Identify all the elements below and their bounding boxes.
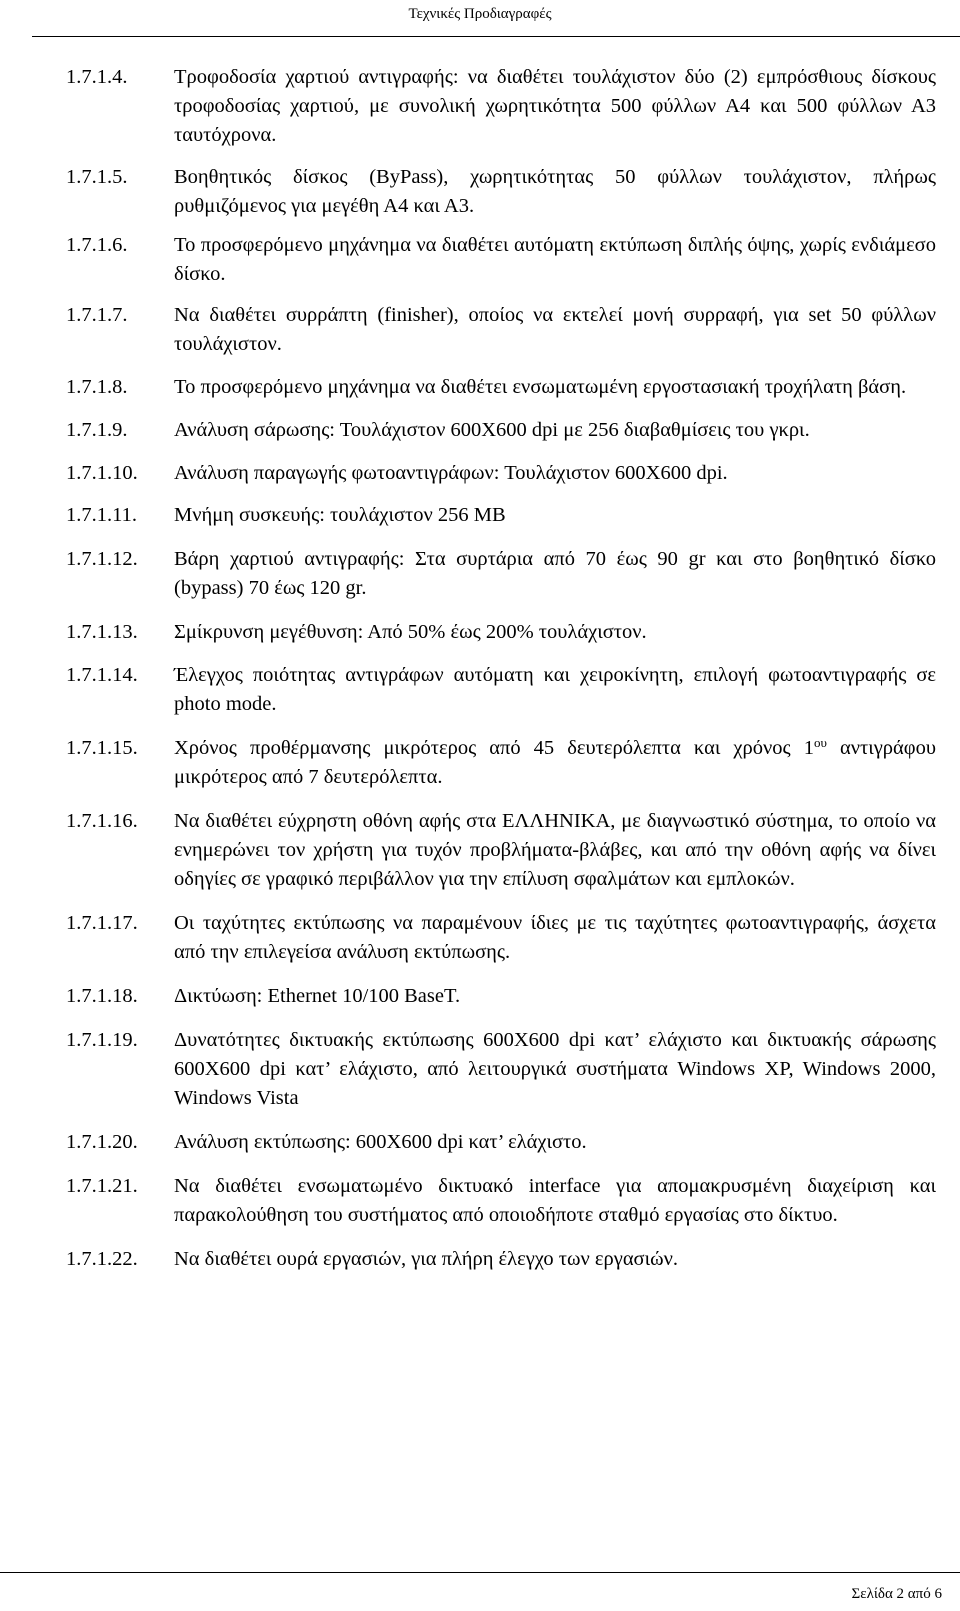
- header-divider: [32, 36, 960, 37]
- item-text: Δικτύωση: Ethernet 10/100 BaseT.: [174, 985, 461, 1007]
- item-number: 1.7.1.13.: [66, 621, 138, 643]
- item-text: Να διαθέτει εύχρηστη οθόνη αφής στα ΕΛΛΗΝΙΚΑ, με διαγνωστικό σύστημα, το οποίο να ενημερώνει τον χρήστη για τυχόν προβλήματα-βλάβες, και από την οθόνη αφής να δίνει οδηγίες σε γραφικό περιβάλλον για την επίλυση σφαλμάτων και εμπλοκών.: [174, 810, 936, 890]
- item-text: Δυνατότητες δικτυακής εκτύπωσης 600X600 dpi κατ’ ελάχιστο και δικτυακής σάρωσης 600X600 dpi κατ’ ελάχιστο, από λειτουργικά συστήματα Windows XP, Windows 2000, Windows Vista: [174, 1029, 936, 1109]
- list-item: [0, 459, 960, 488]
- item-text: Να διαθέτει ενσωματωμένο δικτυακό interface για απομακρυσμένη διαχείριση και παρακολούθηση του συστήματος από οποιοδήποτε σταθμό εργασίας στο δίκτυο.: [174, 1175, 936, 1226]
- page-header: Τεχνικές Προδιαγραφές: [408, 6, 552, 22]
- item-number: 1.7.1.14.: [66, 664, 138, 686]
- item-number: 1.7.1.5.: [66, 166, 128, 188]
- list-item: [0, 373, 960, 402]
- page-number: Σελίδα 2 από 6: [851, 1586, 942, 1602]
- list-item: [0, 618, 960, 647]
- item-number: 1.7.1.16.: [66, 810, 138, 832]
- item-number: 1.7.1.12.: [66, 548, 138, 570]
- list-item: [0, 163, 960, 221]
- item-number: 1.7.1.10.: [66, 462, 138, 484]
- item-text: Το προσφερόμενο μηχάνημα να διαθέτει ενσωματωμένη εργοστασιακή τροχήλατη βάση.: [174, 376, 907, 398]
- item-number: 1.7.1.22.: [66, 1248, 138, 1270]
- list-item: [0, 416, 960, 445]
- list-item: [0, 231, 960, 289]
- list-item: [0, 909, 960, 967]
- list-item: [0, 1026, 960, 1113]
- item-text: Ανάλυση σάρωσης: Τουλάχιστον 600X600 dpi με 256 διαβαθμίσεις του γκρι.: [174, 419, 810, 441]
- item-text: Χρόνος προθέρμανσης μικρότερος από 45 δευτερόλεπτα και χρόνος $1^{o\upsilon}$ αντιγράφου μικρότερος από 7 δευτερόλεπτα.: [174, 735, 936, 788]
- list-item: [0, 1128, 960, 1157]
- item-text: Οι ταχύτητες εκτύπωσης να παραμένουν ίδιες με τις ταχύτητες φωτοαντιγραφής, άσχετα από την επιλεγείσα ανάλυση εκτύπωσης.: [174, 912, 936, 963]
- list-item: [0, 734, 960, 792]
- item-number: 1.7.1.20.: [66, 1131, 138, 1153]
- item-number: 1.7.1.21.: [66, 1175, 138, 1197]
- list-item: [0, 501, 960, 530]
- item-text: Βάρη χαρτιού αντιγραφής: Στα συρτάρια από 70 έως 90 gr και στο βοηθητικό δίσκο (bypass) 70 έως 120 gr.: [174, 548, 936, 599]
- item-number: 1.7.1.17.: [66, 912, 138, 934]
- list-item: [0, 807, 960, 894]
- item-text: Μνήμη συσκευής: τουλάχιστον 256 MB: [174, 504, 506, 526]
- item-number: 1.7.1.6.: [66, 234, 128, 256]
- item-text: Να διαθέτει συρράπτη (finisher), οποίος να εκτελεί μονή συρραφή, για set 50 φύλλων τουλάχιστον.: [174, 304, 936, 355]
- spec-list: [0, 63, 960, 1274]
- item-text: Τροφοδοσία χαρτιού αντιγραφής: να διαθέτει τουλάχιστον δύο (2) εμπρόσθιους δίσκους τροφοδοσίας χαρτιού, με συνολική χωρητικότητα 500 φύλλων Α4 και 500 φύλλων Α3 ταυτόχρονα.: [174, 66, 936, 146]
- item-number: 1.7.1.11.: [66, 504, 137, 526]
- item-text: Ανάλυση εκτύπωσης: 600X600 dpi κατ’ ελάχιστο.: [174, 1131, 587, 1153]
- item-text: Έλεγχος ποιότητας αντιγράφων αυτόματη και χειροκίνητη, επιλογή φωτοαντιγραφής σε photo mode.: [174, 664, 936, 715]
- item-number: 1.7.1.9.: [66, 419, 128, 441]
- list-item: [0, 1172, 960, 1230]
- list-item: [0, 661, 960, 719]
- list-item: [0, 63, 960, 150]
- item-number: 1.7.1.19.: [66, 1029, 138, 1051]
- item-text: Το προσφερόμενο μηχάνημα να διαθέτει αυτόματη εκτύπωση διπλής όψης, χωρίς ενδιάμεσο δίσκο.: [174, 234, 936, 285]
- item-number: 1.7.1.4.: [66, 66, 128, 88]
- item-number: 1.7.1.7.: [66, 304, 128, 326]
- item-number: 1.7.1.18.: [66, 985, 138, 1007]
- list-item: [0, 545, 960, 603]
- item-number: 1.7.1.15.: [66, 737, 138, 759]
- list-item: [0, 982, 960, 1011]
- item-text: Να διαθέτει ουρά εργασιών, για πλήρη έλεγχο των εργασιών.: [174, 1248, 679, 1270]
- list-item: [0, 301, 960, 359]
- list-item: [0, 1245, 960, 1274]
- footer-divider: [0, 1572, 960, 1573]
- item-text: Ανάλυση παραγωγής φωτοαντιγράφων: Τουλάχιστον 600X600 dpi.: [174, 462, 728, 484]
- item-text: Σμίκρυνση μεγέθυνση: Από 50% έως 200% τουλάχιστον.: [174, 621, 647, 643]
- item-number: 1.7.1.8.: [66, 376, 128, 398]
- item-text: Βοηθητικός δίσκος (ByPass), χωρητικότητας 50 φύλλων τουλάχιστον, πλήρως ρυθμιζόμενος για μεγέθη Α4 και Α3.: [174, 166, 936, 217]
